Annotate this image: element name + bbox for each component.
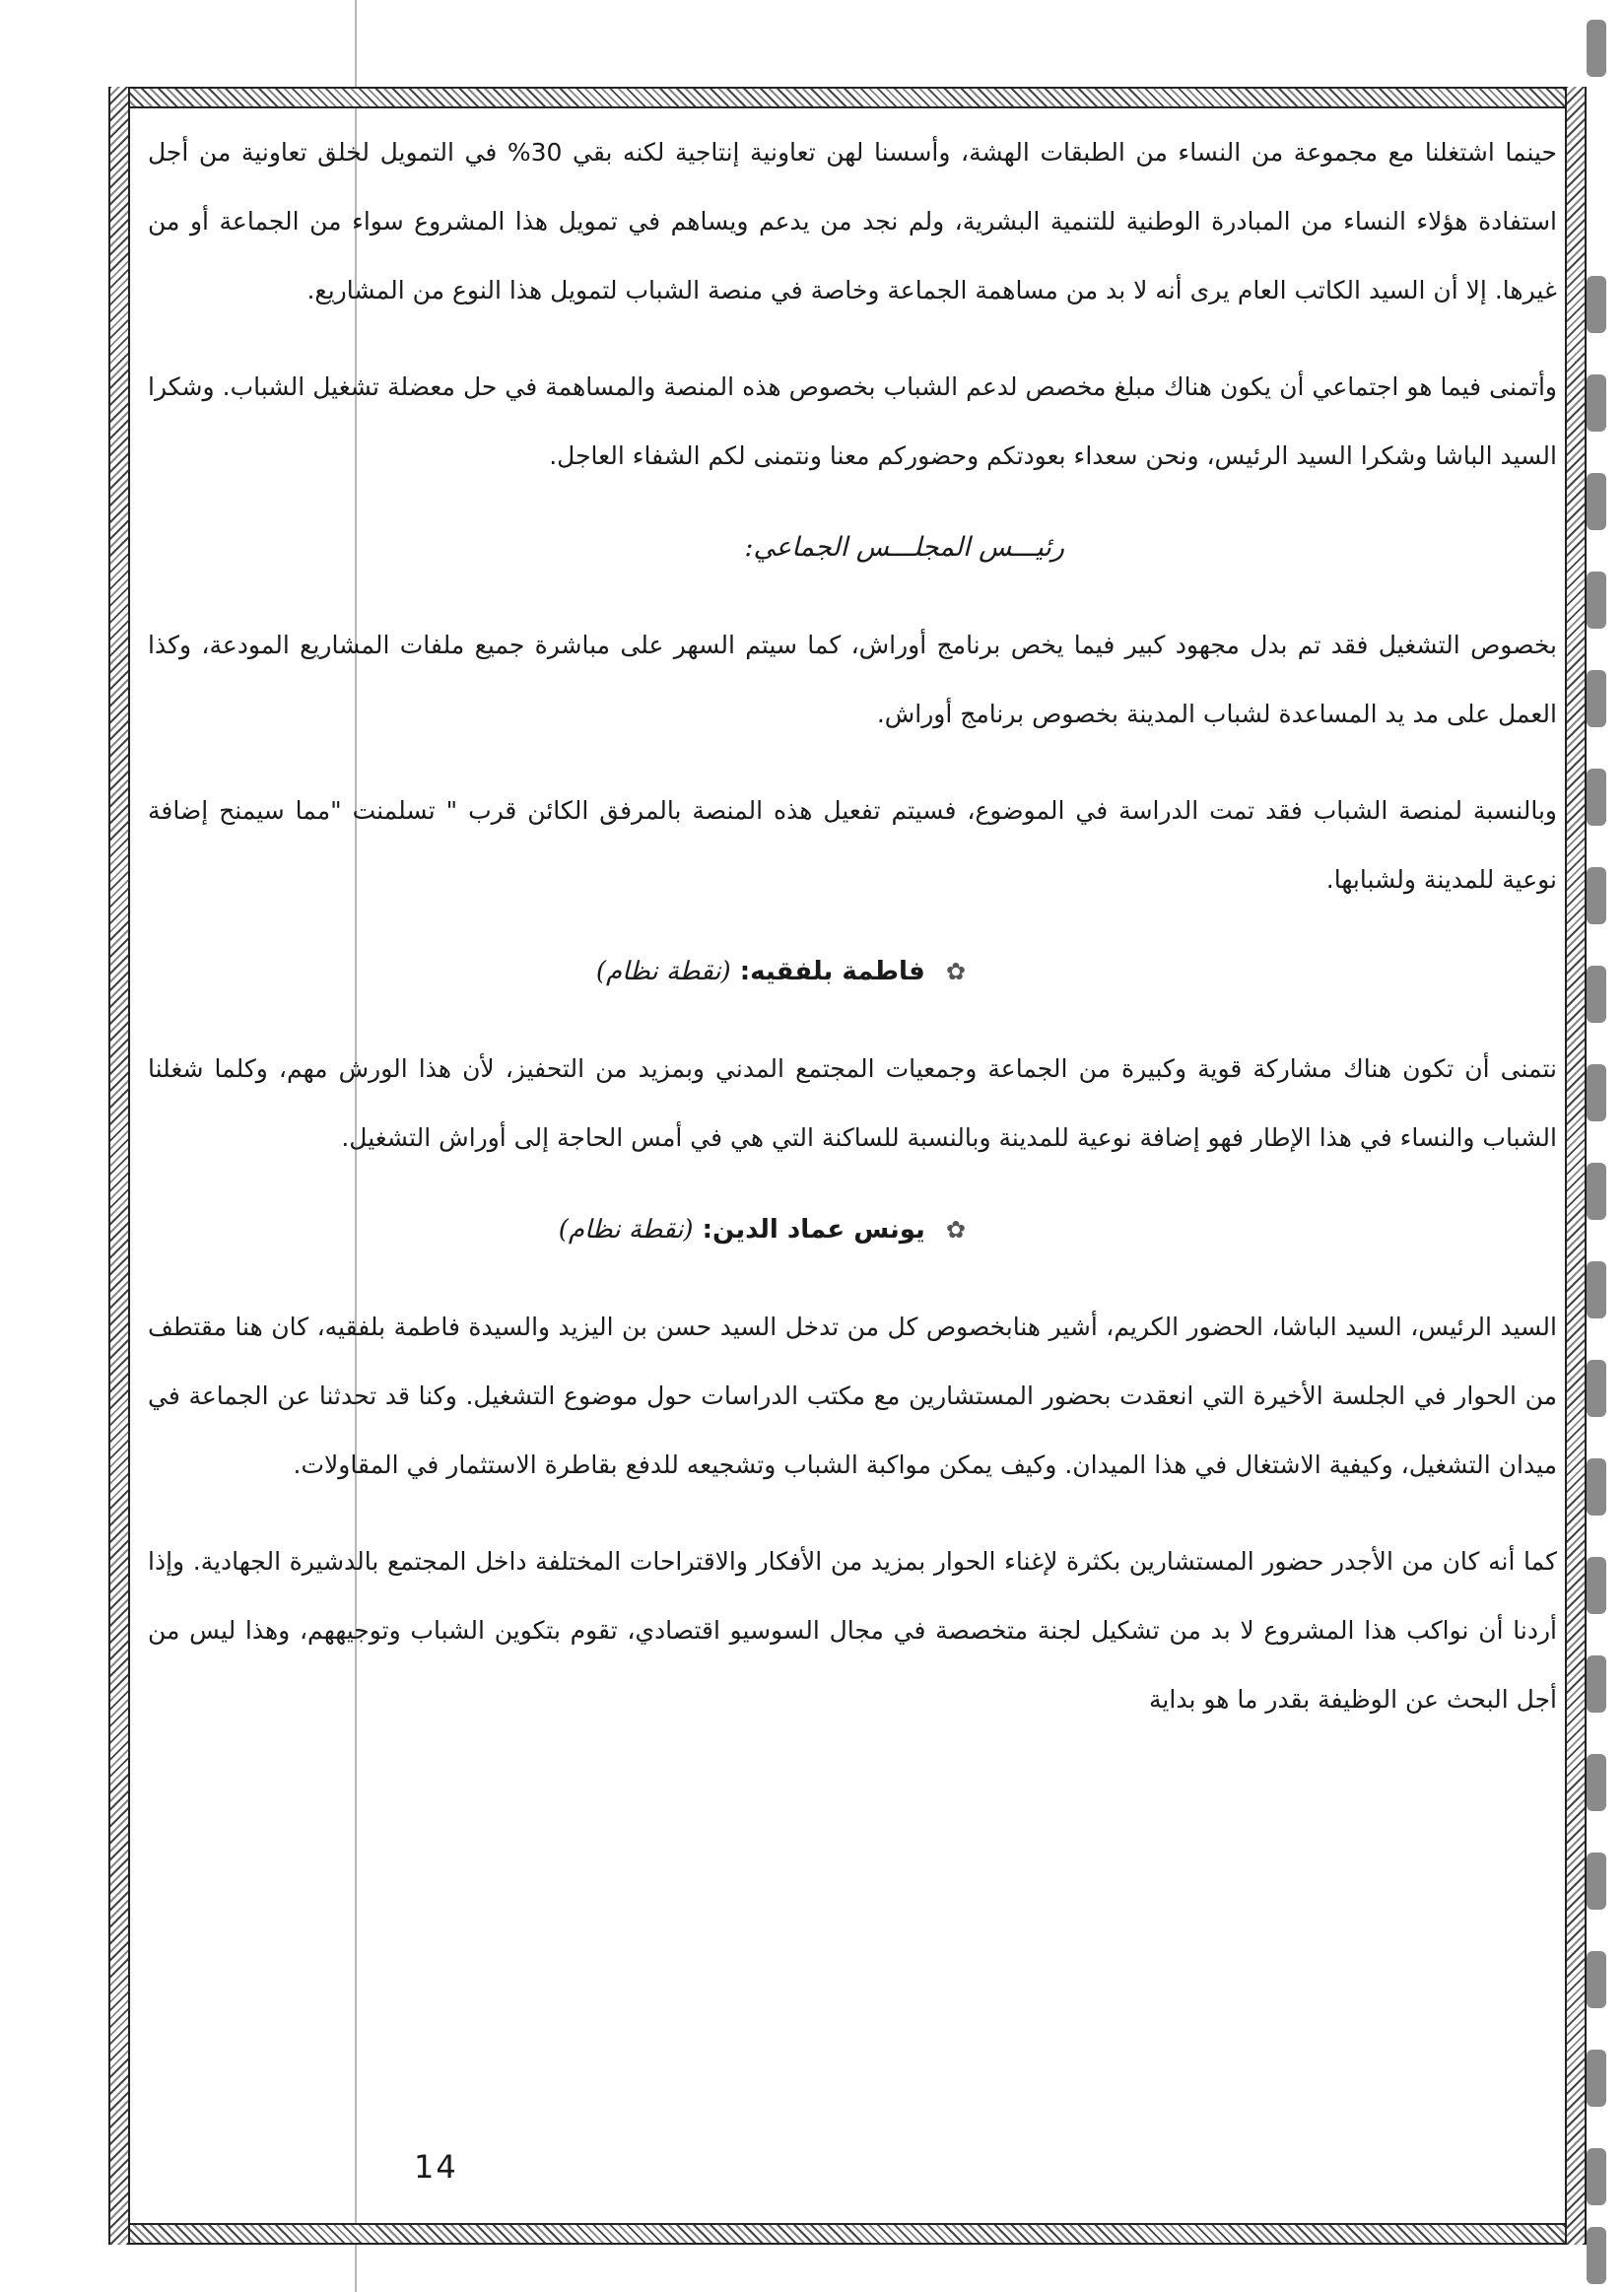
gear-flower-icon: ✿ [945, 1216, 966, 1244]
speaker-heading-younes [148, 1200, 1557, 1259]
paragraph: وأتمنى فيما هو اجتماعي أن يكون هناك مبلغ مخصص لدعم الشباب بخصوص هذه المنصة والمساهمة في حل معضلة تشغيل الشباب. وشكرا السيد الباشا وشكرا السيد الرئيس، ونحن سعداء بعودتكم وحضوركم معنا ونتمنى لكم الشفاء العاجل. [148, 372, 1557, 470]
frame-border-left [108, 87, 130, 2245]
gear-flower-icon: ✿ [945, 958, 966, 985]
binding-tab [1587, 572, 1606, 629]
speaker-name: فاطمة بلفقيه: [739, 957, 925, 986]
paragraph: نتمنى أن تكون هناك مشاركة قوية وكبيرة من الجماعة وجمعيات المجتمع المدني وبمزيد من التحفيز، لأن هذا الورش مهم، وكلما شغلنا الشباب والنساء في هذا الإطار فهو إضافة نوعية للمدينة وبالنسبة للساكنة التي هي في أمس الحاجة إلى أوراش التشغيل. [148, 1054, 1557, 1152]
binding-tab [1587, 1163, 1606, 1220]
binding-tab [1587, 473, 1606, 530]
binding-tab [1587, 1064, 1606, 1121]
binding-tab [1587, 20, 1606, 77]
speaker-name: يونس عماد الدين: [702, 1215, 925, 1245]
frame-border-right [1565, 87, 1587, 2245]
binding-tab [1587, 1458, 1606, 1516]
binding-tab [1587, 966, 1606, 1023]
page-number: 14 [414, 2148, 458, 2186]
binding-tab [1587, 2148, 1606, 2205]
paragraph: السيد الرئيس، السيد الباشا، الحضور الكريم، أشير هنابخصوص كل من تدخل السيد حسن بن اليزيد والسيدة فاطمة بلفقيه، كان هنا مقتطف من الحوار في الجلسة الأخيرة التي انعقدت بحضور المستشارين مع مكتب الدراسات حول موضوع التشغيل. وكنا قد تحدثنا عن الجماعة في ميدان التشغيل، وكيفية الاشتغال في هذا الميدان. وكيف يمكن مواكبة الشباب وتشجيعه للدفع بقاطرة الاستثمار في المقاولات. [148, 1313, 1557, 1479]
binding-tab [1587, 1557, 1606, 1614]
speaker-note: (نقطة نظام) [595, 957, 731, 986]
binding-tab [1587, 670, 1606, 727]
speaker-heading-fatima [148, 942, 1557, 1001]
binding-tab [1587, 1754, 1606, 1811]
paragraph: وبالنسبة لمنصة الشباب فقد تمت الدراسة في الموضوع، فسيتم تفعيل هذه المنصة بالمرفق الكائن قرب " تسلمنت "مما سيمنح إضافة نوعية للمدينة ولشبابها. [148, 796, 1557, 894]
paragraph: كما أنه كان من الأجدر حضور المستشارين بكثرة لإغناء الحوار بمزيد من الأفكار والاقتراحات المختلفة داخل المجتمع بالدشيرة الجهادية. وإذا أردنا أن نواكب هذا المشروع لا بد من تشكيل لجنة متخصصة في مجال السوسيو اقتصادي، تقوم بتكوين الشباب وتوجيههم، وهذا ليس من أجل البحث عن الوظيفة بقدر ما هو بداية [148, 1547, 1557, 1714]
speaker-note: (نقطة نظام) [558, 1215, 694, 1245]
binding-tab [1587, 1261, 1606, 1318]
binding-tab [1587, 2227, 1606, 2284]
binding-tab [1587, 2050, 1606, 2107]
page-body [148, 118, 1557, 1762]
binding-tab [1587, 1360, 1606, 1417]
binding-tab [1587, 867, 1606, 924]
paragraph: حينما اشتغلنا مع مجموعة من النساء من الطبقات الهشة، وأسسنا لهن تعاونية إنتاجية لكنه بقي 30% في التمويل لخلق تعاونية من أجل استفادة هؤلاء النساء من المبادرة الوطنية للتنمية البشرية، ولم نجد من يدعم ويساهم في تمويل هذا المشروع سواء من الجماعة أو من غيرها. إلا أن السيد الكاتب العام يرى أنه لا بد من مساهمة الجماعة وخاصة في منصة الشباب لتمويل هذا النوع من المشاريع. [148, 138, 1557, 304]
binding-tab [1587, 1951, 1606, 2008]
binding-tab [1587, 769, 1606, 826]
frame-border-top [108, 87, 1587, 108]
binding-tab [1587, 1655, 1606, 1713]
binding-tab [1587, 1853, 1606, 1910]
paragraph: بخصوص التشغيل فقد تم بدل مجهود كبير فيما يخص برنامج أوراش، كما سيتم السهر على مباشرة جميع ملفات المشاريع المودعة، وكذا العمل على مد يد المساعدة لشباب المدينة بخصوص برنامج أوراش. [148, 631, 1557, 728]
binding-tab [1587, 276, 1606, 333]
binding-tab [1587, 374, 1606, 432]
speaker-heading-council-president: رئيـــس المجلـــس الجماعي: [744, 532, 1064, 563]
frame-border-bottom [108, 2223, 1587, 2245]
